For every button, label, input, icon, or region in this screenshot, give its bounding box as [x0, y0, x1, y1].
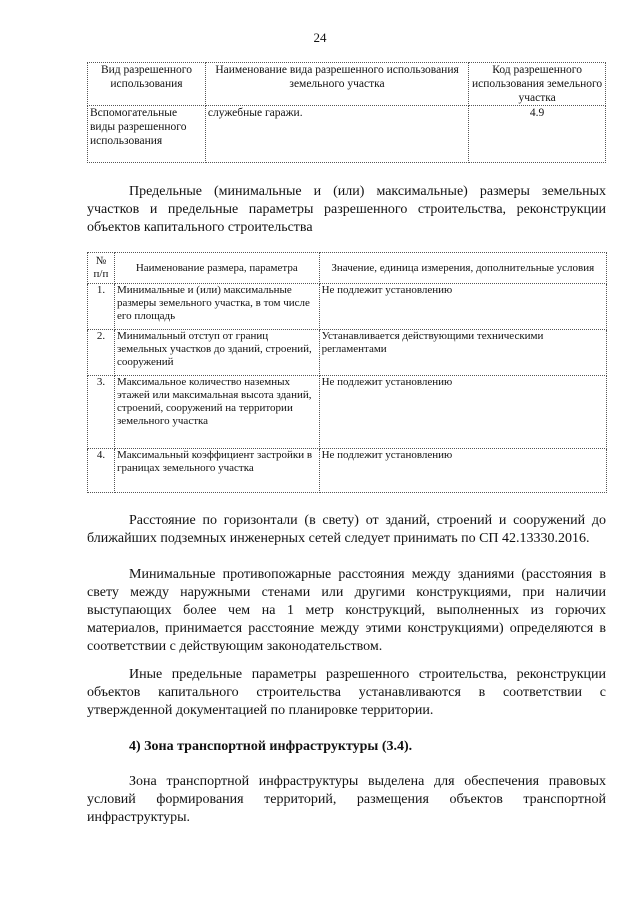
table-header-row — [88, 253, 607, 284]
cell-use-type: Вспомогательные виды разрешенного использования — [88, 106, 206, 163]
table-row — [88, 376, 607, 449]
row-number: 1. — [88, 284, 115, 330]
cell-use-code: 4.9 — [469, 106, 606, 163]
parameters-table — [87, 252, 607, 493]
row-parameter: Максимальный коэффициент застройки в границах земельного участка — [114, 449, 319, 493]
page-number: 24 — [313, 30, 327, 45]
row-number: 4. — [88, 449, 115, 493]
paragraph-fire-distance: Минимальные противопожарные расстояния между зданиями (расстояния в свету между наружными стенами или другими конструкциями, при наличии выступающих более чем на 1 метр конструкций, выполненных из горючих материалов, принимается расстояние между этими конструкциями) определяются в соответствии с действующим законодательством. — [87, 567, 606, 654]
row-number: 3. — [88, 376, 115, 449]
row-value: Не подлежит установлению — [319, 449, 606, 493]
header-use-code: Код разрешенного использования земельного участка — [469, 63, 606, 106]
table-row — [88, 449, 607, 493]
row-value: Не подлежит установлению — [319, 284, 606, 330]
row-number: 2. — [88, 330, 115, 376]
intro-paragraph: Предельные (минимальные и (или) максимальные) размеры земельных участков и предельные параметры разрешенного строительства, реконструкции объектов капитального строительства — [87, 184, 606, 235]
section-paragraph: Зона транспортной инфраструктуры выделена для обеспечения правовых условий формирования территорий, размещения объектов транспортной инфраструктуры. — [87, 774, 606, 825]
row-parameter: Минимальный отступ от границ земельных участков до зданий, строений, сооружений — [114, 330, 319, 376]
header-parameter: Наименование размера, параметра — [114, 253, 319, 284]
row-value: Не подлежит установлению — [319, 376, 606, 449]
table-header-row — [88, 63, 606, 106]
table-row — [88, 106, 606, 163]
header-use-name: Наименование вида разрешенного использования земельного участка — [205, 63, 468, 106]
paragraph-other-parameters: Иные предельные параметры разрешенного строительства, реконструкции объектов капитального строительства устанавливаются в соответствии с утвержденной документацией по планировке территории. — [87, 667, 606, 718]
cell-use-name: служебные гаражи. — [205, 106, 468, 163]
table-row — [88, 330, 607, 376]
header-number: № п/п — [88, 253, 115, 284]
permitted-use-table — [87, 62, 606, 163]
header-use-type: Вид разрешенного использования — [88, 63, 206, 106]
section-heading: 4) Зона транспортной инфраструктуры (3.4). — [129, 739, 413, 754]
table-row — [88, 284, 607, 330]
header-value: Значение, единица измерения, дополнительные условия — [319, 253, 606, 284]
row-parameter: Максимальное количество наземных этажей или максимальная высота зданий, строений, сооружений на территории земельного участка — [114, 376, 319, 449]
paragraph-utilities-distance: Расстояние по горизонтали (в свету) от зданий, строений и сооружений до ближайших подземных инженерных сетей следует принимать по СП 42.13330.2016. — [87, 513, 606, 546]
row-parameter: Минимальные и (или) максимальные размеры земельного участка, в том числе его площадь — [114, 284, 319, 330]
row-value: Устанавливается действующими техническими регламентами — [319, 330, 606, 376]
